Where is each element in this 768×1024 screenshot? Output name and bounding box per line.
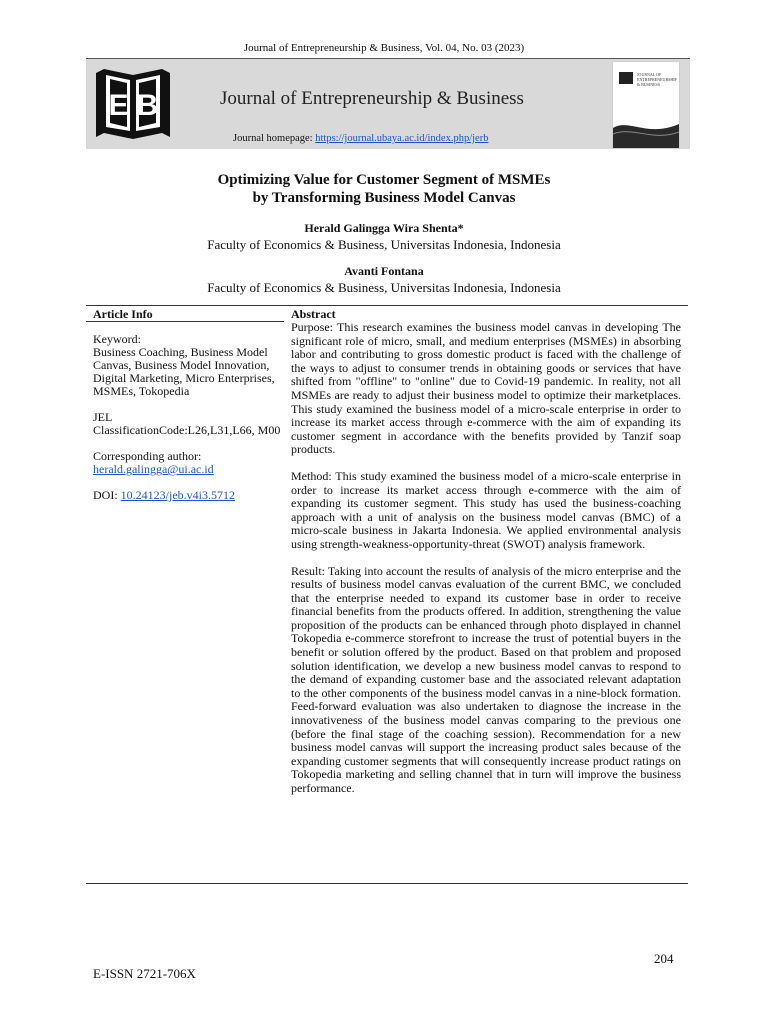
abstract-heading: Abstract xyxy=(291,307,336,321)
journal-title: Journal of Entrepreneurship & Business xyxy=(220,88,524,109)
author-2: Avanti Fontana xyxy=(344,264,424,278)
article-info-heading: Article Info xyxy=(93,307,153,321)
abstract-result: Result: Taking into account the results of analysis of the micro enterprise and the results of business model canvas evaluation of the current BMC, we concluded that the enterprise needed to expand its customer base in order to receive financial benefits from the products offered. In addition, strengthening the value proposition of the products can be enhanced through photo displayed in channel Tokopedia e-commerce storefront to increase the trust of potential buyers in the benefit or solution offered by the product. Based on that problem and proposed solution identification, we develop a new business model canvas to respond to the demand of expanding customer base and the associated relevant adaptation to the other components of the business model canvas in a nine-block formation. Feed-forward evaluation was also undertaken to diagnose the increase in the innovativeness of the business model canvas comparing to the previous one (before the final stage of the coaching session). Recommendation for a new business model canvas will support the increasing product sales because of the expanding customer segments that will consequently increase product ratings on Tokopedia marketing and selling channel that in turn will improve the business performance. xyxy=(291,563,681,795)
keyword-list: Business Coaching, Business Model Canvas, Business Model Innovation, Digital Marketing, Micro Enterprises, MSMEs, Tokopedia xyxy=(93,345,275,398)
jel-label: JEL xyxy=(93,410,113,424)
author-1: Herald Galingga Wira Shenta* xyxy=(304,221,464,235)
article-info xyxy=(93,333,283,502)
cover-wave-graphic xyxy=(613,114,679,148)
journal-logo xyxy=(96,65,170,141)
issn: E-ISSN 2721-706X xyxy=(93,966,196,981)
cover-title: JOURNAL OF ENTREPRENEURSHIP & BUSINESS xyxy=(637,72,677,87)
paper-title xyxy=(0,171,768,207)
homepage-label: Journal homepage: xyxy=(233,133,313,144)
doi xyxy=(93,489,283,502)
title-line-1: Optimizing Value for Customer Segment of MSMEs xyxy=(217,172,551,188)
doi-link[interactable]: 10.24123/jeb.v4i3.5712 xyxy=(120,488,235,502)
affiliation-1: Faculty of Economics & Business, Universitas Indonesia, Indonesia xyxy=(207,237,561,252)
jel-codes: ClassificationCode:L26,L31,L66, M00 xyxy=(93,423,281,437)
journal-homepage xyxy=(233,133,488,144)
bottom-rule xyxy=(86,883,688,884)
corresponding-label: Corresponding author: xyxy=(93,449,202,463)
journal-banner xyxy=(86,58,690,149)
cover-logo-icon xyxy=(619,72,633,84)
top-rule xyxy=(86,305,688,306)
page-number: 204 xyxy=(654,951,674,966)
running-head: Journal of Entrepreneurship & Business, Vol. 04, No. 03 (2023) xyxy=(243,42,525,54)
affiliation-2: Faculty of Economics & Business, Universitas Indonesia, Indonesia xyxy=(207,280,561,295)
doi-label: DOI: xyxy=(93,488,118,502)
title-line-2: by Transforming Business Model Canvas xyxy=(252,190,516,206)
open-book-logo-icon xyxy=(96,65,170,141)
keyword-label: Keyword: xyxy=(93,332,141,346)
abstract-method: Method: This study examined the business model of a micro-scale enterprise in order to increase its market access through e-commerce with the aim of expanding its customer segment. This study has used the business-coaching approach with a unit of analysis on the business model canvas (BMC) of a micro-scale business in Jakarta Indonesia. We applied environmental analysis using strength-weakness-opportunity-threat (SWOT) analysis framework. xyxy=(291,468,681,551)
svg-text:B: B xyxy=(136,89,159,122)
article-info-rule xyxy=(86,321,284,322)
journal-cover-thumbnail xyxy=(612,61,680,149)
homepage-link[interactable]: https://journal.ubaya.ac.id/index.php/jerb xyxy=(315,133,489,144)
abstract-purpose: Purpose: This research examines the business model canvas in developing The significant role of micro, small, and medium enterprises (MSMEs) in absorbing labor and contributing to gross domestic product is faced with the challenge of the ways to adjust to consumer trends in obtaining goods or services that have shifted from "offline" to "online" due to Covid-19 pandemic. In reality, not all MSMEs are ready to adjust their business model to optimize their marketplaces. This study examined the business model of a micro-scale enterprise in order to increase its market access through e-commerce with the aim of expanding its customer segment in accordance with the benefits provided by Tanzif soap products. xyxy=(291,320,681,457)
corresponding-email-link[interactable]: herald.galingga@ui.ac.id xyxy=(93,462,214,476)
abstract-body xyxy=(291,321,681,809)
svg-text:E: E xyxy=(108,89,129,122)
